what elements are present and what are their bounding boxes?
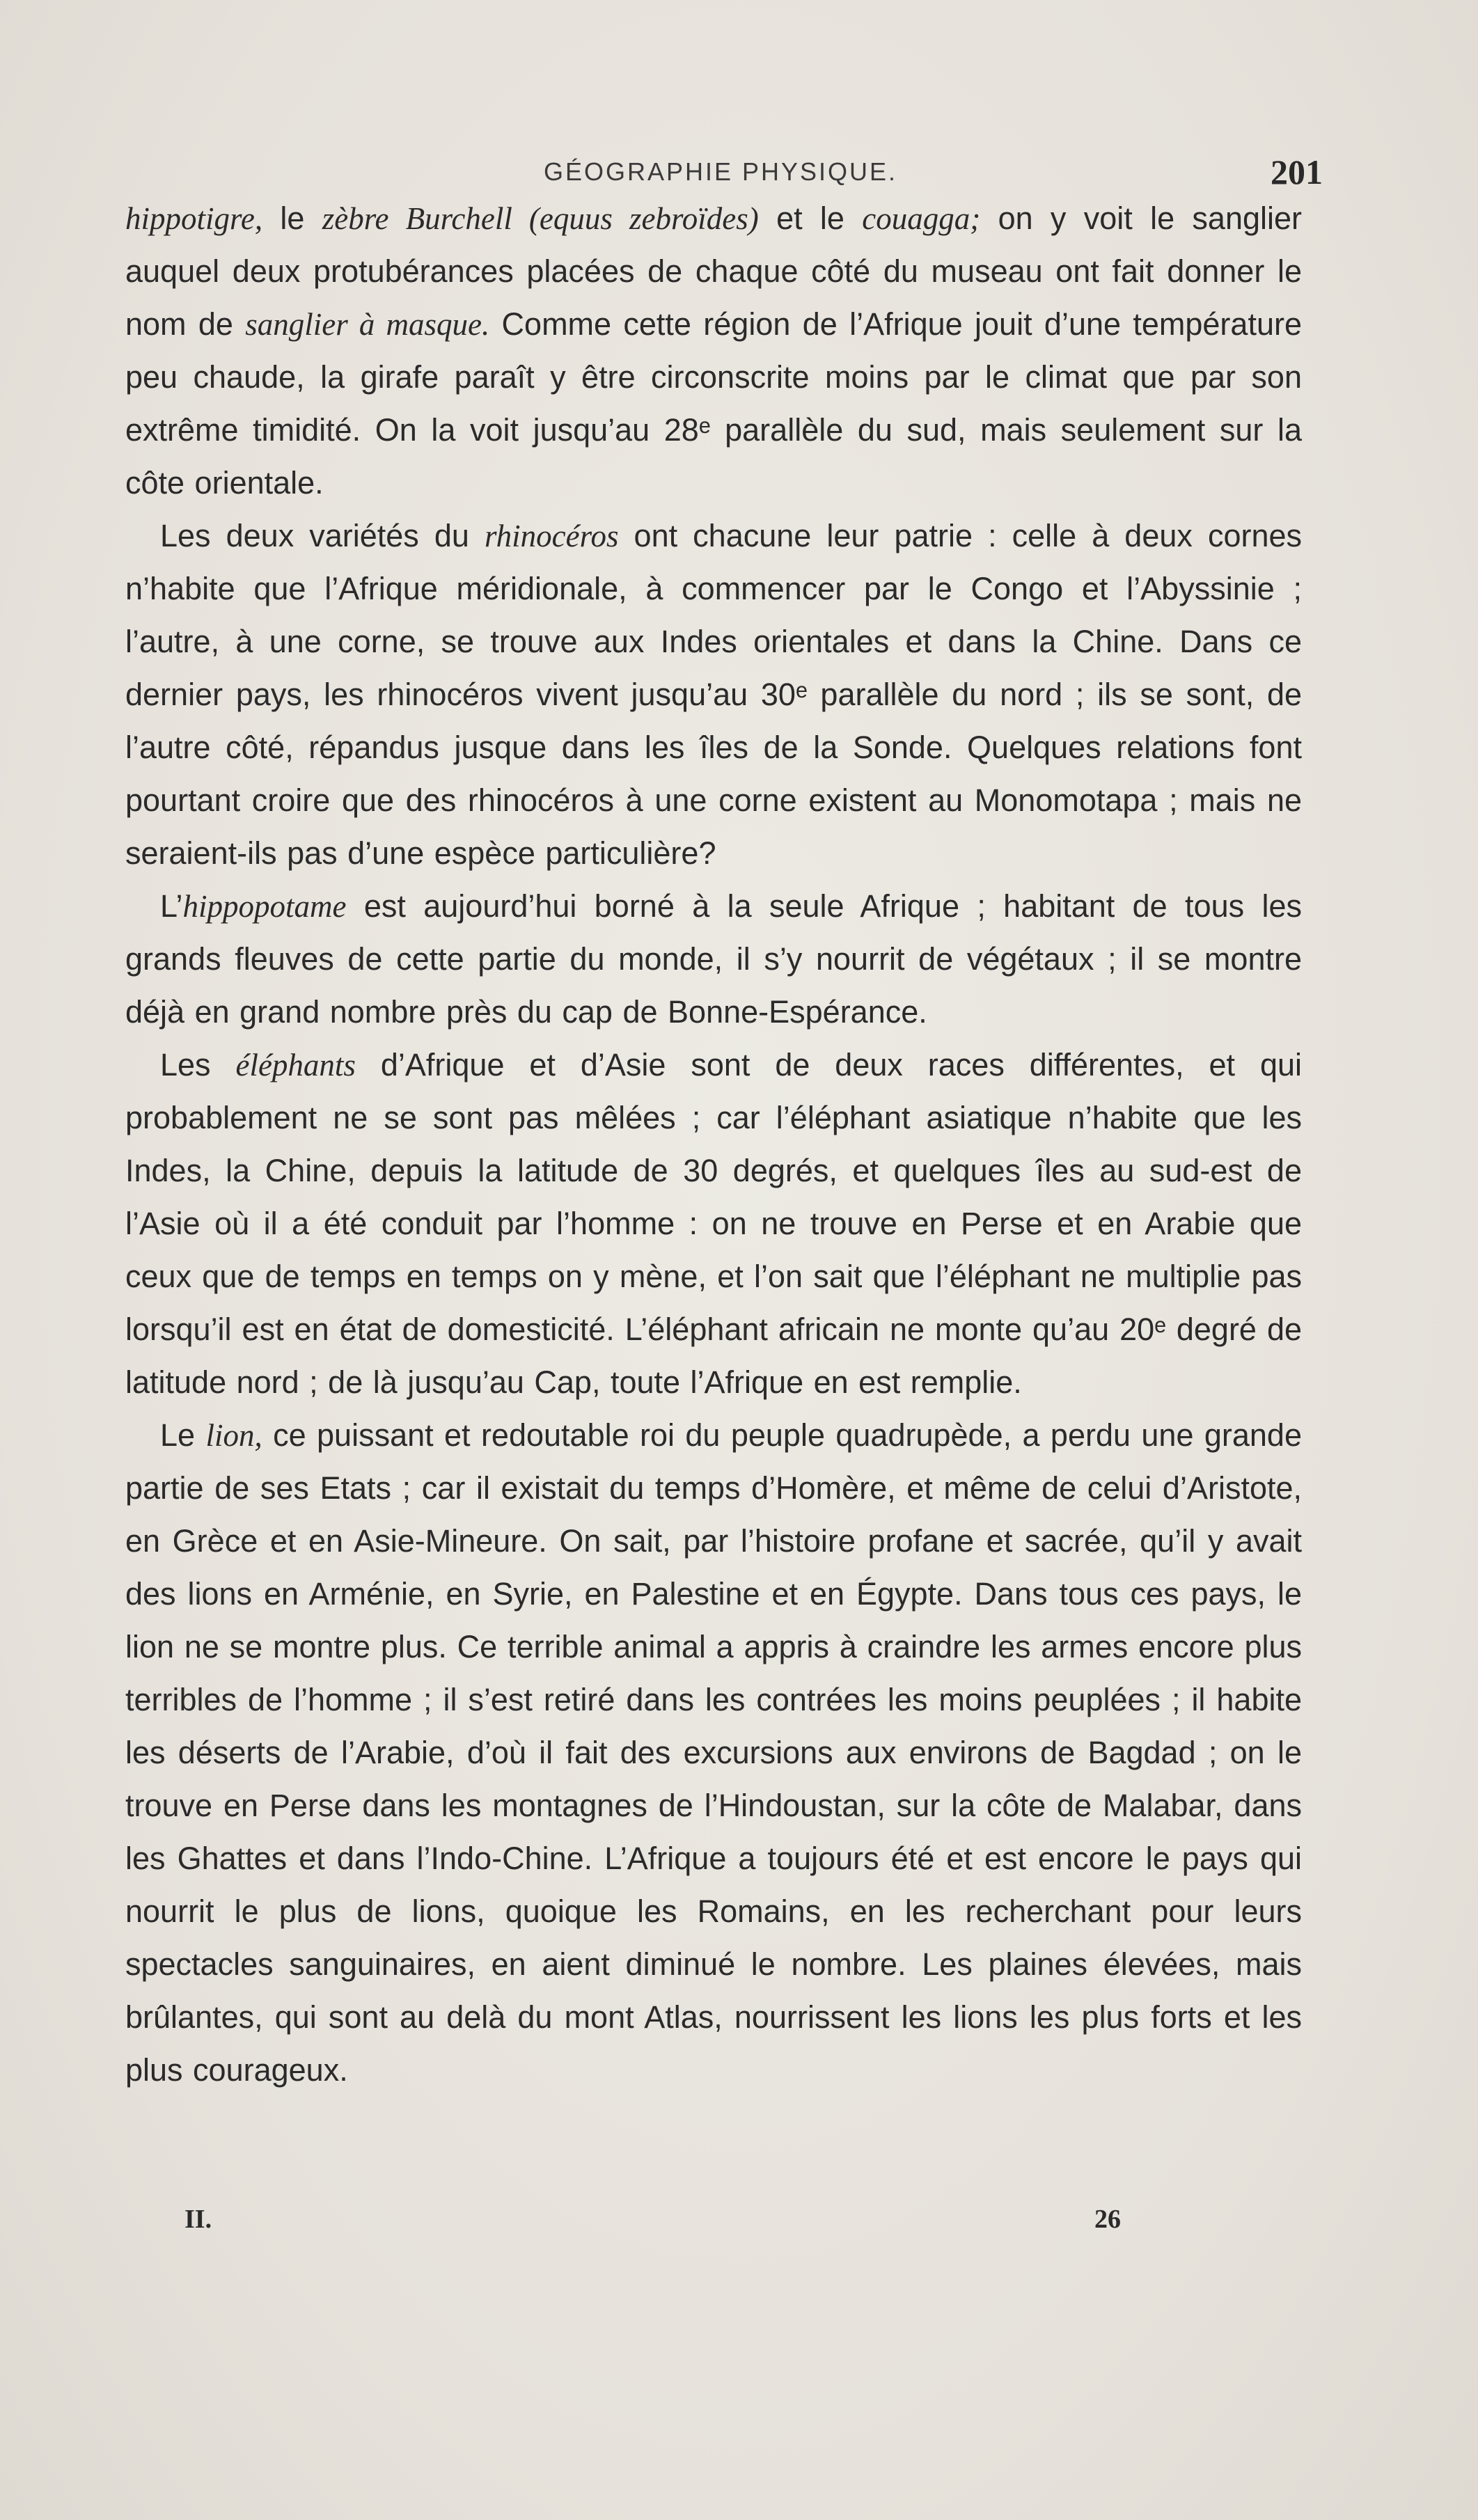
running-head	[118, 148, 1323, 196]
body-text	[125, 192, 1302, 2097]
italic-term: hippotigre,	[125, 201, 263, 236]
paragraph	[125, 880, 1302, 1039]
text-run: Les	[160, 1047, 236, 1082]
signature-mark: 26	[1094, 2205, 1121, 2234]
paragraph	[125, 1039, 1302, 1409]
paragraph	[125, 192, 1302, 510]
text-run: et le	[758, 200, 863, 236]
text-run: Comme cette région de l’Afrique jouit d’une température peu chaude, la girafe paraît y être circonscrite moins par le climat que par son extrême timidité. On la voit jusqu’au 28ᵉ parallèle du sud, mais seulement sur la côte orientale.	[125, 306, 1302, 501]
volume-number: II.	[184, 2205, 212, 2234]
italic-term: hippopotame	[182, 889, 347, 924]
text-run: L’	[160, 888, 183, 924]
text-run: Les deux variétés du	[160, 518, 485, 553]
text-run: on y voit le sanglier auquel deux protubérances placées de chaque côté du museau ont fait donner le nom de	[125, 200, 1303, 342]
text-run: Le	[160, 1417, 206, 1453]
text-run: le	[262, 200, 322, 236]
text-run: est aujourd’hui borné à la seule Afrique ; habitant de tous les grands fleuves de cette partie du monde, il s’y nourrit de végétaux ; il se montre déjà en grand nombre près du cap de Bonne-Espérance.	[125, 888, 1302, 1030]
italic-term: couagga;	[862, 201, 981, 236]
italic-term: éléphants	[235, 1048, 356, 1082]
text-run: d’Afrique et d’Asie sont de deux races différentes, et qui probablement ne se sont pas mêlées ; car l’éléphant asiatique n’habite que les Indes, la Chine, depuis la latitude de 30 degrés, et quelques îles au sud-est de l’Asie où il a été conduit par l’homme : on ne trouve en Perse et en Arabie que ceux que de temps en temps on y mène, et l’on sait que l’éléphant ne multiplie pas lorsqu’il est en état de domesticité. L’éléphant africain ne monte qu’au 20ᵉ degré de latitude nord ; de là jusqu’au Cap, toute l’Afrique en est remplie.	[125, 1047, 1302, 1400]
italic-term: rhinocéros	[484, 519, 619, 553]
paragraph	[125, 510, 1302, 880]
italic-term: lion,	[205, 1418, 262, 1453]
italic-term: sanglier à masque.	[245, 307, 490, 342]
running-title: GÉOGRAPHIE PHYSIQUE.	[543, 157, 898, 186]
italic-term: zèbre Burchell (equus zebroïdes)	[322, 201, 759, 236]
paragraph	[125, 1409, 1302, 2097]
text-run: ce puissant et redoutable roi du peuple quadrupède, a perdu une grande partie de ses Etats ; car il existait du temps d’Homère, et même de celui d’Aristote, en Grèce et en Asie-Mineure. On sait, par l’histoire profane et sacrée, qu’il y avait des lions en Arménie, en Syrie, en Palestine et en Égypte. Dans tous ces pays, le lion ne se montre plus. Ce terrible animal a appris à craindre les armes encore plus terribles de l’homme ; il s’est retiré dans les contrées les moins peuplées ; il habite les déserts de l’Arabie, d’où il fait des excursions aux environs de Bagdad ; on le trouve en Perse dans les montagnes de l’Hindoustan, sur la côte de Malabar, dans les Ghattes et dans l’Indo-Chine. L’Afrique a toujours été et est encore le pays qui nourrit le plus de lions, quoique les Romains, en les recherchant pour leurs spectacles sanguinaires, en aient diminué le nombre. Les plaines élevées, mais brûlantes, qui sont au delà du mont Atlas, nourrissent les lions les plus forts et les plus courageux.	[125, 1417, 1302, 2088]
page-number: 201	[1271, 152, 1323, 191]
text-run: ont chacune leur patrie : celle à deux cornes n’habite que l’Afrique méridionale, à commencer par le Congo et l’Abyssinie ; l’autre, à une corne, se trouve aux Indes orientales et dans la Chine. Dans ce dernier pays, les rhinocéros vivent jusqu’au 30ᵉ parallèle du nord ; ils se sont, de l’autre côté, répandus jusque dans les îles de la Sonde. Quelques relations font pourtant croire que des rhinocéros à une corne existent au Monomotapa ; mais ne seraient-ils pas d’une espèce particulière?	[125, 518, 1303, 871]
